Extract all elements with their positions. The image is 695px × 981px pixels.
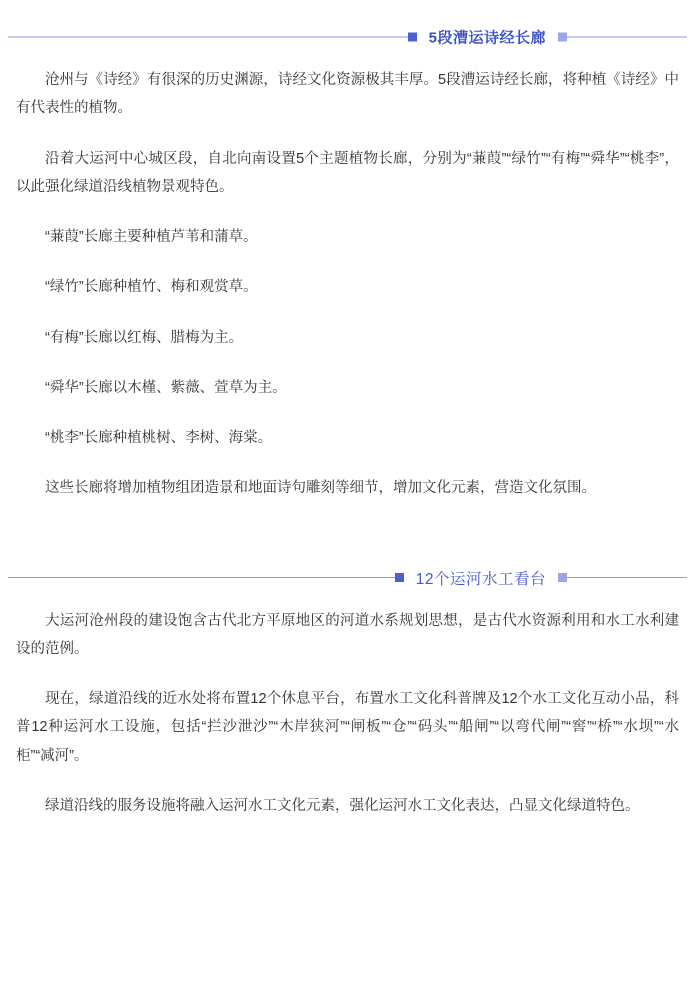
section-heading-1-inner bbox=[8, 27, 687, 48]
section-title-2: 12个运河水工看台 bbox=[415, 570, 546, 588]
heading-square-dark-icon bbox=[395, 573, 404, 582]
paragraph: “舜华”长廊以木槿、紫薇、萱草为主。 bbox=[45, 379, 287, 396]
section-title-1: 5段漕运诗经长廊 bbox=[428, 29, 546, 47]
section-heading-1 bbox=[8, 14, 687, 60]
heading-rule-left-icon bbox=[8, 577, 395, 578]
paragraph: 沧州与《诗经》有很深的历史渊源，诗经文化资源极其丰厚。5段漕运诗经长廊，将种植《诗经》中有代表性的植物。 bbox=[16, 72, 679, 117]
paragraph: “绿竹”长廊种植竹、梅和观赏草。 bbox=[45, 279, 258, 296]
section-heading-2-inner bbox=[8, 567, 687, 589]
section-heading-2 bbox=[8, 555, 687, 601]
paragraph: 绿道沿线的服务设施将融入运河水工文化元素，强化运河水工文化表达，凸显文化绿道特色。 bbox=[45, 797, 640, 814]
paragraph: 大运河沧州段的建设饱含古代北方平原地区的河道水系规划思想，是古代水资源利用和水工水利建设的范例。 bbox=[16, 612, 679, 657]
heading-square-light-icon bbox=[558, 573, 567, 582]
document-page bbox=[0, 14, 695, 862]
heading-square-dark-icon bbox=[408, 33, 417, 42]
paragraph: 沿着大运河中心城区段，自北向南设置5个主题植物长廊，分别为“蒹葭”“绿竹”“有梅”“舜华”“桃李”，以此强化绿道沿线植物景观特色。 bbox=[16, 150, 679, 195]
section-body-1 bbox=[8, 66, 687, 503]
section-body-2 bbox=[8, 607, 687, 821]
paragraph: 现在，绿道沿线的近水处将布置12个休息平台，布置水工文化科普牌及12个水工文化互动小品，科普12种运河水工设施，包括“拦沙泄沙”“木岸狭河”“闸板”“仓”“码头”“船闸”“以弯代闸”“窖”“桥”“水坝”“水柜”“减河”。 bbox=[16, 691, 679, 764]
paragraph: “桃李”长廊种植桃树、李树、海棠。 bbox=[45, 430, 273, 447]
section-spacer bbox=[8, 525, 687, 541]
paragraph: “有梅”长廊以红梅、腊梅为主。 bbox=[45, 329, 244, 346]
heading-rule-left-icon bbox=[8, 37, 408, 38]
paragraph: “蒹葭”长廊主要种植芦苇和蒲草。 bbox=[45, 229, 258, 246]
heading-square-light-icon bbox=[558, 33, 567, 42]
heading-rule-right-icon bbox=[567, 37, 687, 38]
paragraph: 这些长廊将增加植物组团造景和地面诗句雕刻等细节，增加文化元素，营造文化氛围。 bbox=[45, 480, 596, 497]
heading-rule-right-icon bbox=[567, 577, 687, 578]
